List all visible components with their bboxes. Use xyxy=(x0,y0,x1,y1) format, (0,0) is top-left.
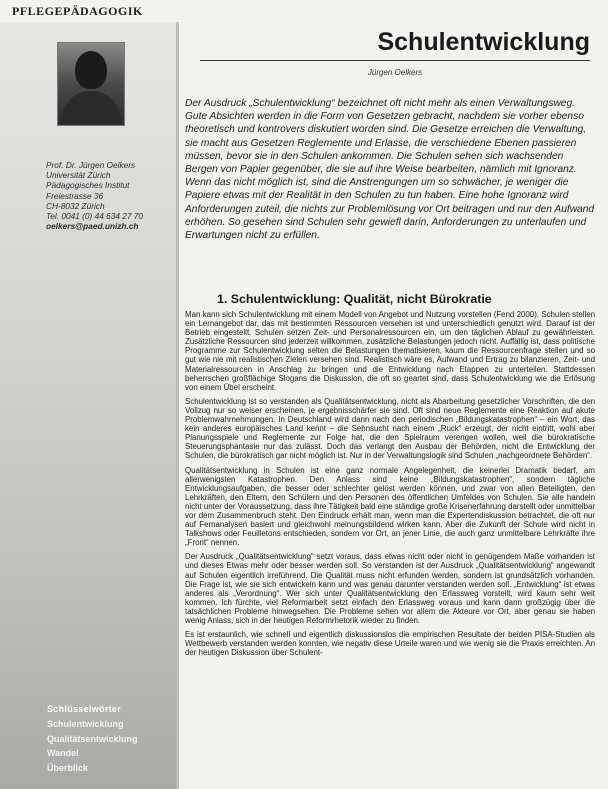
keyword: Schulentwicklung xyxy=(47,718,124,729)
contact-institute: Pädagogisches Institut xyxy=(46,180,130,191)
contact-phone: Tel. 0041 (0) 44 634 27 70 xyxy=(46,211,144,222)
article-author: Jürgen Oelkers xyxy=(367,68,423,77)
contact-street: Freiestrasse 36 xyxy=(46,190,104,201)
article-body xyxy=(185,310,595,661)
author-photo-shoulders xyxy=(62,91,120,125)
sidebar-divider xyxy=(176,22,179,789)
body-paragraph: Man kann sich Schulentwicklung mit einem Modell von Angebot und Nutzung vorstellen (Fend 2000). Schulen stellen ein Lernangebot dar, das mit bestimmten Ressourcen versehen ist und unterschiedlich genutzt wird. Darauf ist der Betrieb eingestellt. Schulen setzen Zeit- und Personalressourcen ein, um den täglichen Ablauf zu gewährleisten. Zusätzliche Ressourcen sind jederzeit willkommen, zusätzliche Belastungen jedoch nicht. Auffällig ist, dass politische Programme zur Schulentwicklung selten die Belastungen thematisieren, kaum die Ressourcenfrage stellen und so gut wie nie mit realistischen Zielen versehen sind. Realistisch wäre es, Aufwand und Ertrag zu bilanzieren, Zeit- und Materialressourcen in Anschlag zu bringen und die Entwicklung nach Etappen zu unterteilen. Stattdessen beherrschen großflächige Slogans die Diskussion, die oft so geartet sind, dass Schulentwicklung wie die Erlösung von einem Übel erscheint. xyxy=(185,310,595,392)
author-contact xyxy=(46,160,172,231)
contact-city: CH-8032 Zürich xyxy=(46,200,105,211)
section-heading: 1. Schulentwicklung: Qualität, nicht Bürokratie xyxy=(217,292,492,306)
contact-university: Universität Zürich xyxy=(46,170,111,181)
contact-email[interactable]: oelkers@paed.unizh.ch xyxy=(46,221,139,232)
keywords-box xyxy=(47,702,173,776)
body-paragraph: Qualitätsentwicklung in Schulen ist eine ganz normale Angelegenheit, die keinerlei Dramatik bedarf, am allerwenigsten Katastrophen. Den Anlass sind keine „Bildungskatastrophen“, sondern tägliche Entwicklungsaufgaben, die besser oder schlechter gelöst werden können, und zwar von allen Beteiligten, den Lehrkräften, den Eltern, den Schülern und den Personen des öffentlichen Umfeldes von Schulen. Sie alle handeln nicht unter der Voraussetzung, dass ihre Tätigkeit bald eine ständige große Krisenerfahrung darstellt oder unmittelbar vor dem Zusammenbruch steht. Den Eindruck erhält man, wenn man die Expertendiskussion betrachtet, die oft nur auf Fernanalysen basiert und gleichwohl meinungsbildend wirken kann. Aber die Zukunft der Schule wird nicht in Talkshows oder Feuilletons entschieden, sondern vor Ort, an jener Linie, die auch ganz unmittelbare Lehrkräfte ihre „Front“ nennen. xyxy=(185,465,595,548)
journal-name: PFLEGEPÄDAGOGIK xyxy=(12,4,143,18)
article-title: Schulentwicklung xyxy=(377,28,590,56)
keyword: Überblick xyxy=(47,763,89,774)
author-photo-head xyxy=(75,51,107,89)
sidebar xyxy=(0,22,176,789)
contact-name: Prof. Dr. Jürgen Oelkers xyxy=(46,160,136,170)
title-rule xyxy=(200,60,590,61)
author-photo xyxy=(57,42,125,126)
keyword: Qualitätsentwicklung xyxy=(47,733,138,744)
keyword: Wandel xyxy=(47,748,79,759)
body-paragraph: Der Ausdruck „Qualitätsentwicklung“ setzt voraus, dass etwas nicht oder nicht in genügendem Maße vorhanden ist und dieses Etwas mehr oder besser werden soll. So verstanden ist der Ausdruck „Qualitätsentwicklung“ angewandt auf Schulen eigentlich irreführend. Die Qualität muss nicht erfunden werden, sondern ist grundsätzlich vorhanden. Die Frage ist, wie sie sich entwickeln kann und was genau darunter verstanden werden soll. „Entwicklung“ ist etwas anderes als „Verordnung“. Wer sich unter Qualitätsentwicklung den Erlassweg vorstellt, wird kaum sehr weit kommen. Ich fürchte, viel Reformarbeit setzt einfach den Erlassweg voraus und kann dann großzügig über die tatsächlichen Probleme hinwegsehen. Die Probleme sehen vor allem die Akteure vor Ort, aber genau sie haben wenig Anlass, sich in der heutigen Reformrhetorik wieder zu finden. xyxy=(185,552,595,625)
keywords-title: Schlüsselwörter xyxy=(47,704,122,714)
body-paragraph: Es ist erstaunlich, wie schnell und eigentlich diskussionslos die empirischen Resultate der beiden PISA-Studien als Wettbewerb verstanden werden konnten, wie negativ diese Urteile waren und wie wenig sie die Praxis erreichten. An der heutigen Diskussion über Schulent- xyxy=(185,630,595,658)
body-paragraph: Schulentwicklung ist so verstanden als Qualitätsentwicklung, nicht als Abarbeitung gesetzlicher Vorschriften, die den Vollzug nur so weiser erscheinen, je ergebnisschärfer sie sind. Oft sind neue Reglemente eine Reaktion auf akute Problemwahrnehmungen. In Deutschland wird dann nach den periodischen „Bildungskatastrophen“ – ein Wort, das kein anderes europäisches Land kennt – die Sehnsucht nach einem „Ruck“ erzeugt, der nicht eintritt, wohl aber Planungsspiele und Reglemente zur Folge hat, die den Spielraum verengen wollen, weil die bürokratische Steuerungsphantasie nur das zulässt. Doch das verlangt den Ausbau der Behörden, nicht die Entwicklung der Schulen, die bürokratisch gar nicht möglich ist. Nur in der Verwaltungslogik sind Schulen „nachgeordnete Behörden“. xyxy=(185,396,595,461)
abstract: Der Ausdruck „Schulentwicklung“ bezeichnet oft nicht mehr als einen Verwaltungsweg. Gute Absichten werden in die Form von Gesetzen gebracht, nachdem sie vorher ebenso theoretisch und kontrovers diskutiert worden sind. Die Gesetze erreichen die Verwaltung, sie macht aus Gesetzen Reglemente und Erlasse, die verschiedene Ebenen passieren müssen, bevor sie in den Schulen ankommen. Die Schulen sehen sich wachsenden Bergen von Papier gegenüber, die sie auf ihre Weise bearbeiten, nämlich mit Ignoranz. Wenn das nicht möglich ist, sind die Anstrengungen um so schwächer, je weniger die Papiere etwas mit der Realität in den Schulen zu tun haben. Eine hohe Ignoranz wird Anforderungen zuteil, die nichts zur Problemlösung vor Ort beitragen und nur den Aufwand erhöhen. So gesehen sind Schulen sehr gewiefl darin, Anforderungen zu unterlaufen und Erwartungen nicht zu erfüllen. xyxy=(185,98,595,242)
